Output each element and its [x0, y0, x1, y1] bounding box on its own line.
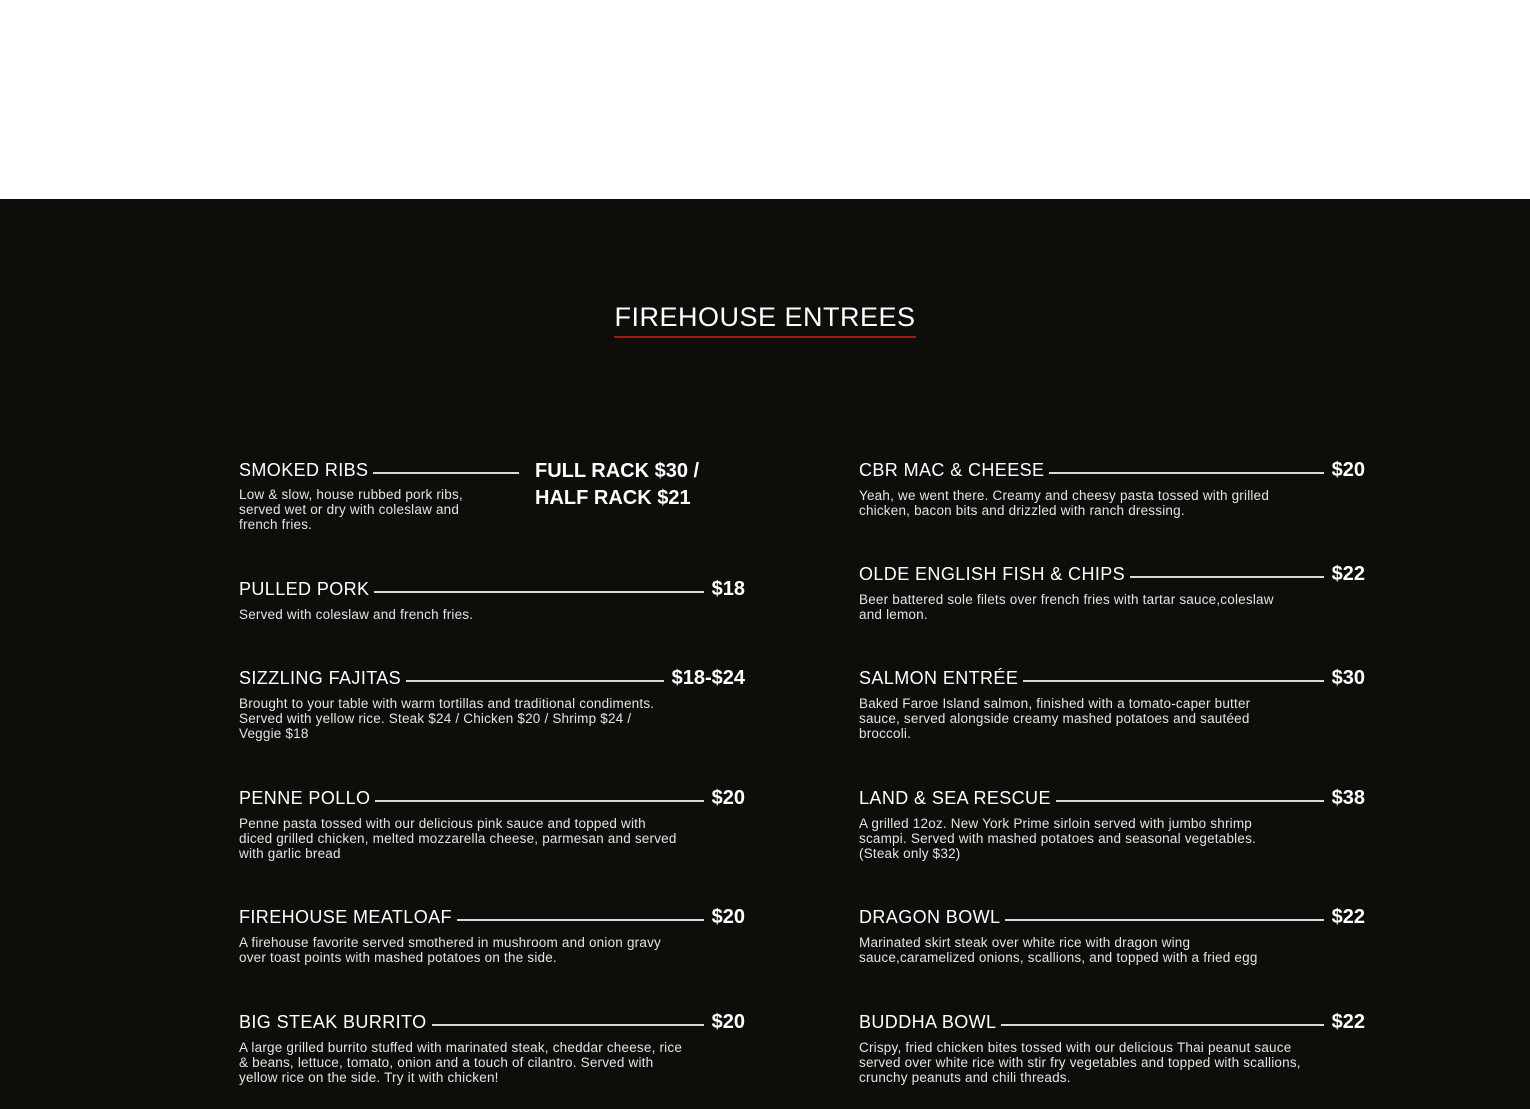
- menu-item-price: $38: [1331, 787, 1365, 809]
- menu-item-name: PULLED PORK: [239, 579, 370, 599]
- menu-item-price: $20: [1331, 459, 1365, 481]
- entrees-section: [0, 199, 1530, 1109]
- menu-item-name: BUDDHA BOWL: [859, 1012, 997, 1032]
- dotted-leader-line: [432, 1010, 704, 1026]
- menu-item-header: [239, 458, 527, 481]
- menu-item-salmon-entree: [859, 666, 1365, 741]
- dotted-leader-line: [406, 666, 664, 682]
- menu-item-price: $20: [711, 1011, 745, 1033]
- menu-item-penne-pollo: [239, 786, 745, 861]
- menu-item-name: CBR MAC & CHEESE: [859, 460, 1045, 480]
- menu-item-price: $20: [711, 906, 745, 928]
- menu-item-description: Beer battered sole filets over french fries with tartar sauce,coleslaw and lemon.: [859, 592, 1274, 622]
- menu-item-name: SIZZLING FAJITAS: [239, 668, 402, 688]
- menu-item-name: BIG STEAK BURRITO: [239, 1012, 427, 1032]
- dotted-leader-line: [1023, 666, 1323, 682]
- menu-item-name: DRAGON BOWL: [859, 907, 1001, 927]
- menu-item-description: Penne pasta tossed with our delicious pink sauce and topped with diced grilled chicken, melted mozzarella cheese, parmesan and served with garlic bread: [239, 816, 677, 861]
- menu-item-price: $22: [1331, 906, 1365, 928]
- menu-item-olde-english-fish-chips: [859, 562, 1365, 622]
- dotted-leader-line: [374, 577, 703, 593]
- dotted-leader-line: [1130, 562, 1324, 578]
- dotted-leader-line: [457, 905, 704, 921]
- menu-item-header: [239, 577, 745, 601]
- dotted-leader-line: [1049, 458, 1323, 474]
- menu-item-description: A firehouse favorite served smothered in mushroom and onion gravy over toast points with mashed potatoes on the side.: [239, 935, 661, 965]
- menu-item-header: [859, 666, 1365, 690]
- menu-item-price: $22: [1331, 563, 1365, 585]
- menu-item-name: PENNE POLLO: [239, 788, 371, 808]
- menu-item-header: [239, 1010, 745, 1034]
- top-white-area: [0, 0, 1530, 199]
- menu-item-sizzling-fajitas: [239, 666, 745, 741]
- menu-item-header: [239, 786, 745, 810]
- menu-item-price: $20: [711, 787, 745, 809]
- menu-item-buddha-bowl: [859, 1010, 1365, 1085]
- menu-item-header: [859, 562, 1365, 586]
- dotted-leader-line: [373, 458, 519, 474]
- menu-item-description: Marinated skirt steak over white rice with dragon wing sauce,caramelized onions, scallions, and topped with a fried egg: [859, 935, 1258, 965]
- menu-item-price: FULL RACK $30 / HALF RACK $21: [535, 460, 700, 509]
- menu-item-header: [859, 905, 1365, 929]
- section-title-text: FIREHOUSE ENTREES: [614, 302, 915, 338]
- menu-item-price: $30: [1331, 667, 1365, 689]
- menu-item-description: Crispy, fried chicken bites tossed with our delicious Thai peanut sauce served over white rice with stir fry vegetables and topped with scallions, crunchy peanuts and chili threads.: [859, 1040, 1301, 1085]
- menu-item-smoked-ribs: [239, 458, 745, 532]
- menu-item-header: [239, 666, 745, 690]
- menu-item-header: [859, 458, 1365, 482]
- menu-item-price: $22: [1331, 1011, 1365, 1033]
- menu-item-header: [859, 1010, 1365, 1034]
- menu-item-header: [239, 905, 745, 929]
- section-title: [0, 302, 1530, 338]
- menu-item-description: Yeah, we went there. Creamy and cheesy pasta tossed with grilled chicken, bacon bits and drizzled with ranch dressing.: [859, 488, 1270, 518]
- menu-item-cbr-mac-cheese: [859, 458, 1365, 518]
- menu-item-big-steak-burrito: [239, 1010, 745, 1085]
- dotted-leader-line: [1056, 786, 1324, 802]
- menu-item-land-sea-rescue: [859, 786, 1365, 861]
- menu-item-price: $18: [711, 578, 745, 600]
- menu-item-price: $18-$24: [671, 667, 745, 689]
- dotted-leader-line: [1005, 905, 1323, 921]
- dotted-leader-line: [1001, 1010, 1323, 1026]
- menu-item-pulled-pork: [239, 577, 745, 622]
- menu-item-name: SALMON ENTRÉE: [859, 668, 1019, 688]
- menu-item-dragon-bowl: [859, 905, 1365, 965]
- menu-item-description: Brought to your table with warm tortillas and traditional condiments. Served with yellow rice. Steak $24 / Chicken $20 / Shrimp $24 / Veggie $18: [239, 696, 655, 741]
- menu-item-description: Low & slow, house rubbed pork ribs, served wet or dry with coleslaw and french fries.: [239, 487, 463, 532]
- menu-item-description: A grilled 12oz. New York Prime sirloin served with jumbo shrimp scampi. Served with mashed potatoes and seasonal vegetables. (Steak only $32): [859, 816, 1256, 861]
- menu-item-description: Baked Faroe Island salmon, finished with a tomato-caper butter sauce, served alongside creamy mashed potatoes and sautéed broccoli.: [859, 696, 1251, 741]
- menu-item-description: A large grilled burrito stuffed with marinated steak, cheddar cheese, rice & beans, lettuce, tomato, onion and a touch of cilantro. Served with yellow rice on the side. Try it with chicken!: [239, 1040, 683, 1085]
- dotted-leader-line: [375, 786, 703, 802]
- menu-item-firehouse-meatloaf: [239, 905, 745, 965]
- menu-item-name: OLDE ENGLISH FISH & CHIPS: [859, 564, 1126, 584]
- menu-item-description: Served with coleslaw and french fries.: [239, 607, 474, 622]
- menu-item-name: FIREHOUSE MEATLOAF: [239, 907, 452, 927]
- menu-item-name: SMOKED RIBS: [239, 460, 369, 480]
- menu-item-header: [859, 786, 1365, 810]
- menu-item-name: LAND & SEA RESCUE: [859, 788, 1051, 808]
